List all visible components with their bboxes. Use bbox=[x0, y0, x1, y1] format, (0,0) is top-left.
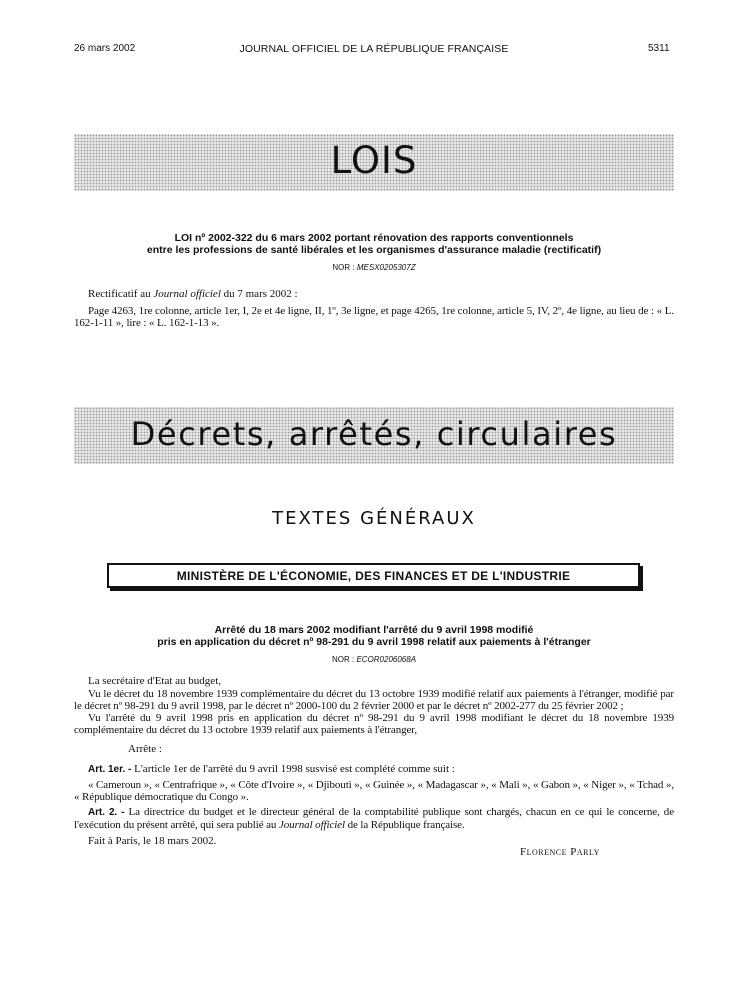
arrete-nor bbox=[74, 655, 674, 664]
header-page-number: 5311 bbox=[648, 43, 670, 54]
vu-paragraph-2: Vu l'arrêté du 9 avril 1998 pris en application du décret nº 98-291 du 9 avril 1998 modifiant le décret du 18 novembre 1939 complémentaire du décret du 13 octobre 1939 relatif aux paiements à l'étranger, bbox=[74, 712, 674, 736]
textes-generaux-heading: TEXTES GÉNÉRAUX bbox=[272, 508, 476, 529]
decrets-banner bbox=[74, 407, 674, 464]
rectificatif-prefix: Rectificatif au bbox=[88, 288, 151, 300]
lois-banner bbox=[74, 134, 674, 191]
article-2 bbox=[74, 806, 674, 831]
rectificatif-journal: Journal officiel bbox=[153, 288, 221, 300]
law-nor-label: NOR : bbox=[332, 263, 355, 272]
article-2-text-prefix: La directrice du budget et le directeur général de la comptabilité publique sont chargés, chacun en ce qui le concerne, de l'exécution du présent arrêté, qui sera publié au bbox=[74, 806, 674, 831]
article-1-text: L'article 1er de l'arrêté du 9 avril 1998 susvisé est complété comme suit : bbox=[134, 763, 455, 775]
header-date: 26 mars 2002 bbox=[74, 43, 136, 54]
arrete-nor-label: NOR : bbox=[331, 655, 355, 664]
lois-banner-title: LOIS bbox=[330, 139, 418, 182]
ministry-name: MINISTÈRE DE L'ÉCONOMIE, DES FINANCES ET DE L'INDUSTRIE bbox=[176, 569, 571, 583]
header-journal-title: JOURNAL OFFICIEL DE LA RÉPUBLIQUE FRANÇAISE bbox=[239, 43, 509, 55]
article-2-journal: Journal officiel bbox=[279, 819, 345, 831]
article-2-label: Art. 2. - bbox=[88, 807, 125, 818]
vu-paragraph-1: Vu le décret du 18 novembre 1939 complémentaire du décret du 13 octobre 1939 modifié relatif aux paiements à l'étranger, modifié par le décret nº 98-291 du 9 avril 1998, par le décret nº 2000-100 du 2 février 2000 et par le décret nº 2002-277 du 25 février 2002 ; bbox=[74, 688, 674, 712]
correction-paragraph: Page 4263, 1re colonne, article 1er, I, 2e et 4e ligne, II, 1º, 3e ligne, et page 4265, 1re colonne, article 5, IV, 2º, 4e ligne, au lieu de : « L. 162-1-11 », lire : « L. 162-1-13 ». bbox=[74, 305, 674, 329]
arrete-intro: La secrétaire d'Etat au budget, bbox=[88, 675, 221, 687]
law-nor bbox=[74, 263, 674, 272]
fait-a-paris: Fait à Paris, le 18 mars 2002. bbox=[88, 835, 217, 847]
article-2-text-suffix: de la République française. bbox=[347, 819, 465, 831]
decrets-banner-title: Décrets, arrêtés, circulaires bbox=[130, 415, 618, 453]
arrete-title-line2: pris en application du décret nº 98-291 du 9 avril 1998 relatif aux paiements à l'étranger bbox=[157, 636, 591, 648]
arrete-word: Arrête : bbox=[128, 743, 162, 755]
law-title-line1: LOI nº 2002-322 du 6 mars 2002 portant rénovation des rapports conventionnels bbox=[174, 232, 574, 244]
signature: Florence Parly bbox=[520, 846, 600, 858]
ministry-box bbox=[107, 563, 640, 588]
rectificatif-line bbox=[74, 288, 674, 300]
law-nor-code: MESX0205307Z bbox=[356, 263, 416, 272]
law-title-line2: entre les professions de santé libérales et les organismes d'assurance maladie (rectificatif) bbox=[146, 244, 602, 256]
article-1-country-list: « Cameroun », « Centrafrique », « Côte d'Ivoire », « Djibouti », « Guinée », « Madagascar », « Mali », « Gabon », « Niger », « Tchad », « République démocratique du Congo ». bbox=[74, 779, 674, 803]
arrete-title-line1: Arrêté du 18 mars 2002 modifiant l'arrêté du 9 avril 1998 modifié bbox=[214, 624, 534, 636]
article-1-label: Art. 1er. - bbox=[88, 764, 132, 775]
arrete-nor-code: ECOR0206068A bbox=[356, 655, 417, 664]
rectificatif-suffix: du 7 mars 2002 : bbox=[223, 288, 298, 300]
article-1 bbox=[74, 763, 674, 776]
